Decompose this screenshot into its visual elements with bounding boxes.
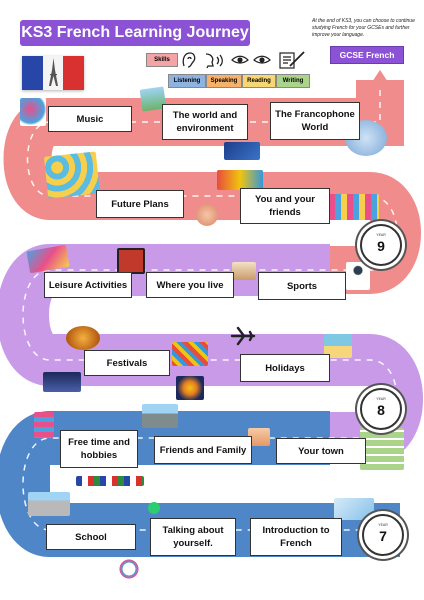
skills-label: Skills (146, 53, 178, 67)
city-picture (142, 404, 178, 428)
topic-school: School (46, 524, 136, 550)
topic-world-environment: The world and environment (162, 104, 248, 140)
football-picture (217, 170, 263, 190)
speaking-icon (206, 54, 222, 68)
year-7-number: 7 (379, 528, 387, 544)
topic-sports: Sports (258, 272, 346, 300)
cinema-picture (117, 248, 145, 274)
speech-bubble-picture (148, 502, 160, 514)
skill-icons (180, 50, 310, 70)
sports-people-picture (346, 262, 370, 290)
emoji-faces-picture (44, 151, 100, 198)
eiffel-tower-icon (43, 56, 64, 90)
topic-talking-about-yourself: Talking about yourself. (150, 518, 236, 556)
skill-listening: Listening (168, 74, 206, 88)
school-picture (28, 492, 70, 516)
bonjour-picture (334, 498, 374, 520)
gcse-french-goal: GCSE French (330, 46, 404, 64)
reading-eye-icon (232, 56, 270, 63)
flags-strip-picture (76, 476, 144, 486)
year-8-marker (360, 388, 402, 430)
music-notes-picture (20, 98, 46, 126)
skill-speaking: Speaking (206, 74, 242, 88)
friends-picture (329, 194, 379, 220)
future-plans-picture (196, 204, 218, 226)
year-9-marker (360, 224, 402, 266)
world-map-picture (224, 142, 260, 160)
fireworks-picture (176, 376, 204, 400)
topic-music: Music (48, 106, 132, 132)
topic-free-time-hobbies: Free time and hobbies (60, 430, 138, 468)
year-9-number: 9 (377, 238, 385, 254)
town-map-picture (360, 428, 404, 470)
topic-holidays: Holidays (240, 354, 330, 382)
topic-leisure-activities: Leisure Activities (44, 272, 132, 298)
house-picture (232, 262, 256, 280)
intro-text: At the end of KS3, you can choose to continue studying French for your GCSEs and further improve your language. (312, 18, 415, 38)
globe-friends-picture (118, 558, 140, 580)
year-8-label: YEAR (376, 397, 386, 401)
topic-you-and-your-friends: You and your friends (240, 188, 330, 224)
airplane-icon (230, 326, 256, 346)
year-7-label: YEAR (378, 523, 388, 527)
skill-writing: Writing (276, 74, 310, 88)
food-picture (66, 326, 100, 350)
topic-where-you-live: Where you live (146, 272, 234, 298)
french-flag-icon (22, 56, 84, 90)
topic-friends-family: Friends and Family (154, 436, 252, 464)
topic-your-town: Your town (276, 438, 366, 464)
year-9-label: YEAR (376, 233, 386, 237)
topic-future-plans: Future Plans (96, 190, 184, 218)
topic-introduction-french: Introduction to French (250, 518, 342, 556)
year-8-number: 8 (377, 402, 385, 418)
ear-icon (183, 53, 194, 67)
arrow-to-gcse (368, 70, 392, 88)
hobbies-picture (34, 412, 54, 438)
topic-francophone-world: The Francophone World (270, 102, 360, 140)
year-7-marker (362, 514, 404, 556)
topic-festivals: Festivals (84, 350, 170, 376)
page-title: KS3 French Learning Journey (20, 20, 250, 46)
writing-icon (280, 52, 304, 68)
bunting-picture (172, 342, 208, 366)
paris-night-picture (43, 372, 81, 392)
skill-reading: Reading (242, 74, 276, 88)
